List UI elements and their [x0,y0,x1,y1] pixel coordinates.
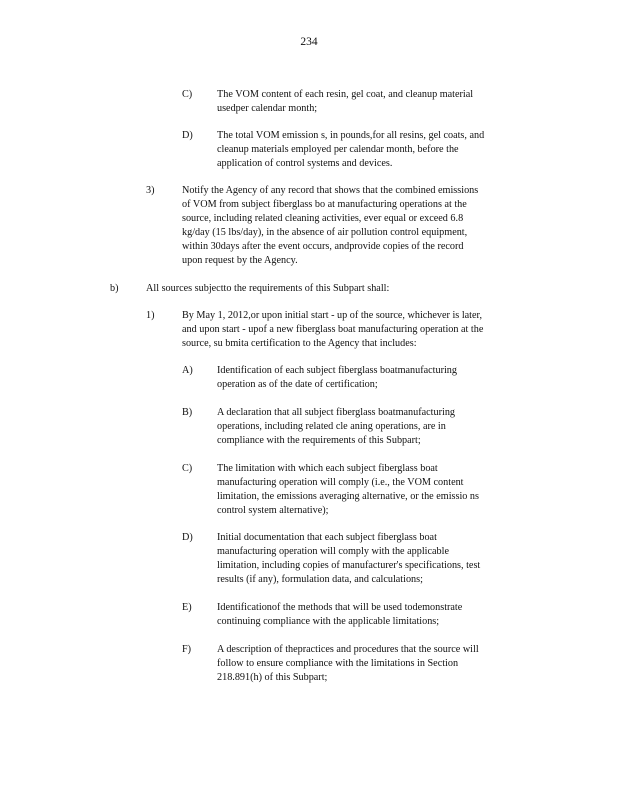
text-line: By May 1, 2012,or upon initial start - up of the source, whichever is later, [182,310,483,321]
text-line: A declaration that all subject fiberglass boatmanufacturing [217,407,456,418]
item-label: b) [110,283,119,294]
item-text [217,88,473,116]
page-number: 234 [300,36,318,48]
item-text [217,643,479,685]
text-line: results (if any), formulation data, and calculations; [217,574,423,585]
item-text [182,184,478,268]
text-line: application of control systems and devices. [217,158,393,169]
text-line: 218.891(h) of this Subpart; [217,672,328,683]
item-label: A) [182,365,193,376]
text-line: Notify the Agency of any record that shows that the combined emissions [182,185,479,196]
text-line: Identification of each subject fiberglass boatmanufacturing [217,365,457,376]
text-line: usedper calendar month; [217,103,318,114]
item-text [217,406,455,448]
text-line: upon request by the Agency. [182,255,298,266]
text-line: and upon start - upof a new fiberglass boat manufacturing operation at the [182,324,484,335]
text-line: All sources subjectto the requirements of this Subpart shall: [146,283,390,294]
item-label: B) [182,407,193,418]
item-label: D) [182,532,193,543]
item-label: F) [182,644,192,655]
text-line: cleanup materials employed per calendar month, before the [217,144,459,155]
text-line: within 30days after the event occurs, andprovide copies of the record [182,241,464,252]
text-line: Identificationof the methods that will be used todemonstrate [217,602,463,613]
item-text [217,462,479,518]
text-line: manufacturing operation will comply with the applicable [217,546,449,557]
text-line: limitation, including copies of manufacturer's specifications, test [217,560,481,571]
text-line: source, su bmita certification to the Agency that includes: [182,338,417,349]
item-label: E) [182,602,192,613]
text-line: follow to ensure compliance with the limitations in Section [217,658,459,669]
text-line: The limitation with which each subject fiberglass boat [217,463,438,474]
item-label: 3) [146,185,155,196]
item-label: C) [182,89,193,100]
text-line: manufacturing operation will comply (i.e., the VOM content [217,477,464,488]
item-text [146,282,389,296]
item-text [217,601,462,629]
text-line: operation as of the date of certification; [217,379,378,390]
item-label: 1) [146,310,155,321]
item-label: C) [182,463,193,474]
text-line: control system alternative); [217,505,329,516]
item-text [217,531,480,587]
text-line: of VOM from subject fiberglass bo at manufacturing operations at the [182,199,467,210]
text-line: Initial documentation that each subject fiberglass boat [217,532,437,543]
item-text [217,364,457,392]
text-line: limitation, the emissions averaging alternative, or the emissio ns [217,491,479,502]
text-line: A description of thepractices and procedures that the source will [217,644,479,655]
text-line: compliance with the requirements of this Subpart; [217,435,421,446]
text-line: The total VOM emission s, in pounds,for all resins, gel coats, and [217,130,485,141]
item-text [217,129,484,171]
text-line: source, including related cleaning activities, ever equal or exceed 6.8 [182,213,464,224]
item-text [182,309,483,351]
item-label: D) [182,130,193,141]
text-line: The VOM content of each resin, gel coat, and cleanup material [217,89,474,100]
text-line: continuing compliance with the applicable limitations; [217,616,440,627]
text-line: kg/day (15 lbs/day), in the absence of air pollution control equipment, [182,227,468,238]
text-line: operations, including related cle aning operations, are in [217,421,446,432]
